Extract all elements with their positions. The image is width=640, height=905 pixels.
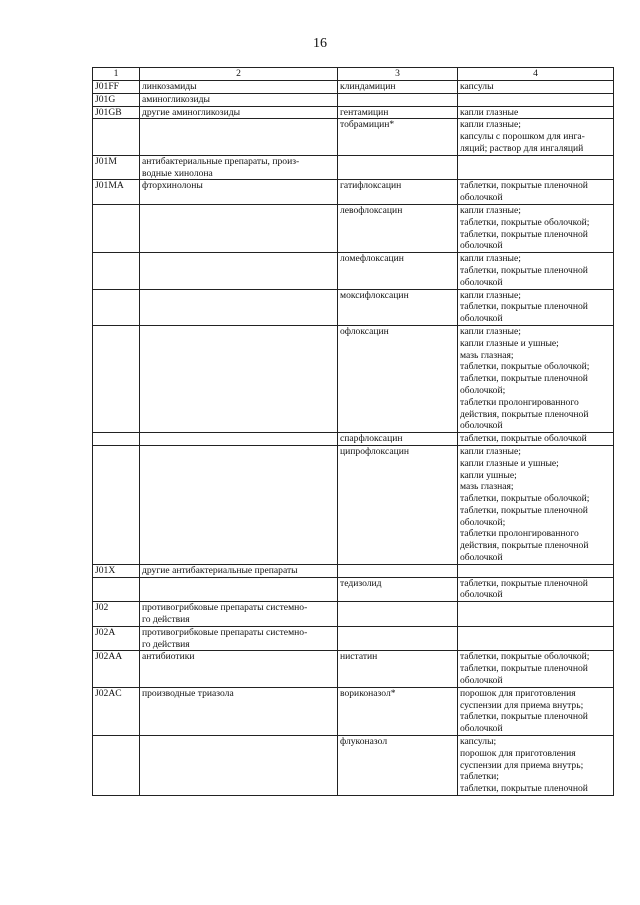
atc-code-cell: [93, 289, 140, 325]
group-name-line: другие антибактериальные препараты: [142, 564, 298, 576]
dosage-form-line: капсулы: [460, 81, 494, 92]
dosage-form-line: оболочкой: [460, 276, 503, 288]
dosage-form-line: таблетки, покрытые оболочкой;: [460, 651, 590, 663]
table-row: [93, 289, 614, 325]
atc-code-cell: [93, 253, 140, 289]
dosage-form-cell: [458, 119, 614, 155]
group-name-line: производные триазола: [142, 687, 234, 699]
table-row: [93, 445, 614, 564]
dosage-form-cell: [458, 577, 614, 602]
group-name-line: линкозамиды: [142, 81, 197, 92]
header-cell-2: 2: [140, 68, 338, 81]
group-name-cell: [140, 626, 338, 651]
atc-code-cell: [93, 445, 140, 564]
dosage-form-cell: [458, 626, 614, 651]
dosage-form-cell: [458, 325, 614, 432]
header-cell-1: 1: [93, 68, 140, 81]
dosage-form-cell: [458, 289, 614, 325]
table-row: [93, 577, 614, 602]
group-name-cell: [140, 687, 338, 735]
dosage-form-line: капли глазные;: [460, 289, 521, 301]
header-cell-4: 4: [458, 68, 614, 81]
table-row: [93, 651, 614, 687]
dosage-form-line: таблетки, покрытые пленочной: [460, 228, 588, 240]
dosage-form-line: оболочкой: [460, 589, 503, 601]
drug-name-cell: ципрофлоксацин: [338, 445, 458, 564]
atc-code-cell: J01GB: [93, 106, 140, 119]
dosage-form-line: капли глазные;: [460, 325, 521, 337]
dosage-form-line: таблетки, покрытые пленочной: [460, 504, 588, 516]
group-name-line: противогрибковые препараты системно-: [142, 602, 308, 614]
dosage-form-line: оболочкой;: [460, 384, 506, 396]
table-row: [93, 106, 614, 119]
dosage-form-line: оболочкой: [460, 420, 503, 432]
dosage-form-cell: [458, 602, 614, 627]
dosage-form-cell: [458, 433, 614, 446]
dosage-form-line: суспензии для приема внутрь;: [460, 699, 584, 711]
group-name-cell: [140, 325, 338, 432]
dosage-form-cell: [458, 81, 614, 94]
dosage-form-line: капли глазные: [460, 106, 519, 118]
dosage-form-line: таблетки, покрытые пленочной: [460, 264, 588, 276]
table-row: [93, 253, 614, 289]
dosage-form-line: таблетки, покрытые оболочкой;: [460, 361, 590, 373]
group-name-line: антибактериальные препараты, произ-: [142, 155, 300, 167]
dosage-form-line: мазь глазная;: [460, 481, 514, 493]
dosage-form-line: оболочкой: [460, 192, 503, 204]
group-name-cell: [140, 106, 338, 119]
dosage-form-cell: [458, 253, 614, 289]
dosage-form-line: капли глазные;: [460, 204, 521, 216]
drug-name-cell: ломефлоксацин: [338, 253, 458, 289]
group-name-cell: [140, 253, 338, 289]
atc-code-cell: [93, 204, 140, 252]
table-row: [93, 736, 614, 796]
drug-name-cell: офлоксацин: [338, 325, 458, 432]
group-name-cell: [140, 81, 338, 94]
dosage-form-cell: [458, 445, 614, 564]
dosage-form-cell: [458, 204, 614, 252]
dosage-form-cell: [458, 736, 614, 796]
drug-name-cell: флуконазол: [338, 736, 458, 796]
group-name-cell: [140, 204, 338, 252]
dosage-form-line: порошок для приготовления: [460, 747, 576, 759]
dosage-form-line: таблетки, покрытые оболочкой;: [460, 216, 590, 228]
dosage-form-line: капли глазные;: [460, 445, 521, 457]
dosage-form-line: таблетки пролонгированного: [460, 396, 579, 408]
table-row: [93, 204, 614, 252]
drug-name-cell: гатифлоксацин: [338, 180, 458, 205]
dosage-form-line: таблетки, покрытые пленочной: [460, 373, 588, 385]
dosage-form-line: оболочкой: [460, 240, 503, 252]
group-name-cell: [140, 577, 338, 602]
group-name-cell: [140, 602, 338, 627]
drug-name-cell: [338, 93, 458, 106]
atc-code-cell: J01X: [93, 564, 140, 577]
dosage-form-line: ляций; раствор для ингаляций: [460, 142, 584, 154]
drug-name-cell: спарфлоксацин: [338, 433, 458, 446]
dosage-form-line: таблетки;: [460, 771, 499, 783]
atc-code-cell: J01G: [93, 93, 140, 106]
dosage-form-line: таблетки пролонгированного: [460, 528, 579, 540]
atc-code-cell: J02A: [93, 626, 140, 651]
dosage-form-line: капсулы с порошком для инга-: [460, 131, 585, 143]
group-name-line: фторхинолоны: [142, 180, 203, 192]
atc-code-cell: J01MA: [93, 180, 140, 205]
atc-code-cell: J01M: [93, 155, 140, 180]
dosage-form-line: оболочкой: [460, 552, 503, 564]
group-name-cell: [140, 736, 338, 796]
dosage-form-cell: [458, 687, 614, 735]
table-header-row: [93, 68, 614, 81]
atc-code-cell: [93, 119, 140, 155]
dosage-form-line: капли глазные;: [460, 119, 521, 131]
atc-code-cell: [93, 577, 140, 602]
page-number: 16: [313, 36, 327, 51]
drug-name-cell: [338, 564, 458, 577]
dosage-form-cell: [458, 155, 614, 180]
group-name-line: го действия: [142, 638, 190, 650]
group-name-cell: [140, 155, 338, 180]
atc-code-cell: [93, 325, 140, 432]
dosage-form-line: капли глазные;: [460, 253, 521, 265]
dosage-form-cell: [458, 564, 614, 577]
atc-code-cell: [93, 736, 140, 796]
group-name-cell: [140, 433, 338, 446]
atc-code-cell: J02: [93, 602, 140, 627]
table-row: [93, 180, 614, 205]
dosage-form-line: оболочкой;: [460, 516, 506, 528]
dosage-form-line: оболочкой: [460, 675, 503, 687]
dosage-form-line: капсулы;: [460, 736, 497, 748]
atc-code-cell: J02AA: [93, 651, 140, 687]
dosage-form-line: таблетки, покрытые пленочной: [460, 663, 588, 675]
group-name-line: го действия: [142, 614, 190, 626]
atc-code-cell: J01FF: [93, 81, 140, 94]
table-row: [93, 602, 614, 627]
dosage-form-line: порошок для приготовления: [460, 687, 576, 699]
drug-table: [92, 67, 614, 796]
table-body: [93, 68, 614, 796]
dosage-form-line: таблетки, покрытые пленочной: [460, 711, 588, 723]
drug-name-cell: тедизолид: [338, 577, 458, 602]
drug-name-cell: [338, 626, 458, 651]
dosage-form-line: суспензии для приема внутрь;: [460, 759, 584, 771]
dosage-form-line: оболочкой: [460, 313, 503, 325]
table-row: [93, 325, 614, 432]
drug-name-cell: [338, 602, 458, 627]
drug-name-cell: нистатин: [338, 651, 458, 687]
group-name-cell: [140, 93, 338, 106]
dosage-form-line: мазь глазная;: [460, 349, 514, 361]
group-name-line: водные хинолона: [142, 167, 213, 179]
atc-code-cell: J02AC: [93, 687, 140, 735]
table-row: [93, 687, 614, 735]
header-cell-3: 3: [338, 68, 458, 81]
atc-code-cell: [93, 433, 140, 446]
dosage-form-cell: [458, 93, 614, 106]
table-row: [93, 155, 614, 180]
dosage-form-line: действия, покрытые пленочной: [460, 408, 589, 420]
dosage-form-cell: [458, 106, 614, 119]
group-name-line: другие аминогликозиды: [142, 106, 241, 118]
group-name-cell: [140, 651, 338, 687]
group-name-line: противогрибковые препараты системно-: [142, 626, 308, 638]
group-name-cell: [140, 289, 338, 325]
group-name-cell: [140, 180, 338, 205]
table-row: [93, 81, 614, 94]
table-row: [93, 119, 614, 155]
drug-name-cell: [338, 155, 458, 180]
group-name-cell: [140, 119, 338, 155]
table-row: [93, 564, 614, 577]
dosage-form-cell: [458, 180, 614, 205]
dosage-form-line: таблетки, покрытые оболочкой;: [460, 493, 590, 505]
group-name-line: антибиотики: [142, 651, 195, 663]
dosage-form-line: капли глазные и ушные;: [460, 457, 559, 469]
dosage-form-line: таблетки, покрытые пленочной: [460, 180, 588, 192]
table-row: [93, 626, 614, 651]
dosage-form-line: таблетки, покрытые пленочной: [460, 577, 588, 589]
table-row: [93, 93, 614, 106]
dosage-form-line: таблетки, покрытые пленочной: [460, 783, 588, 795]
dosage-form-line: действия, покрытые пленочной: [460, 540, 589, 552]
drug-name-cell: тобрамицин*: [338, 119, 458, 155]
table-row: [93, 433, 614, 446]
dosage-form-line: капли ушные;: [460, 469, 517, 481]
group-name-line: аминогликозиды: [142, 93, 210, 105]
dosage-form-line: таблетки, покрытые оболочкой: [460, 433, 587, 445]
dosage-form-line: таблетки, покрытые пленочной: [460, 301, 588, 313]
dosage-form-line: капли глазные и ушные;: [460, 337, 559, 349]
dosage-form-line: оболочкой: [460, 723, 503, 735]
drug-name-cell: вориконазол*: [338, 687, 458, 735]
drug-name-cell: левофлоксацин: [338, 204, 458, 252]
drug-name-cell: моксифлоксацин: [338, 289, 458, 325]
drug-name-cell: клиндамицин: [338, 81, 458, 94]
group-name-cell: [140, 564, 338, 577]
drug-name-cell: гентамицин: [338, 106, 458, 119]
group-name-cell: [140, 445, 338, 564]
dosage-form-cell: [458, 651, 614, 687]
